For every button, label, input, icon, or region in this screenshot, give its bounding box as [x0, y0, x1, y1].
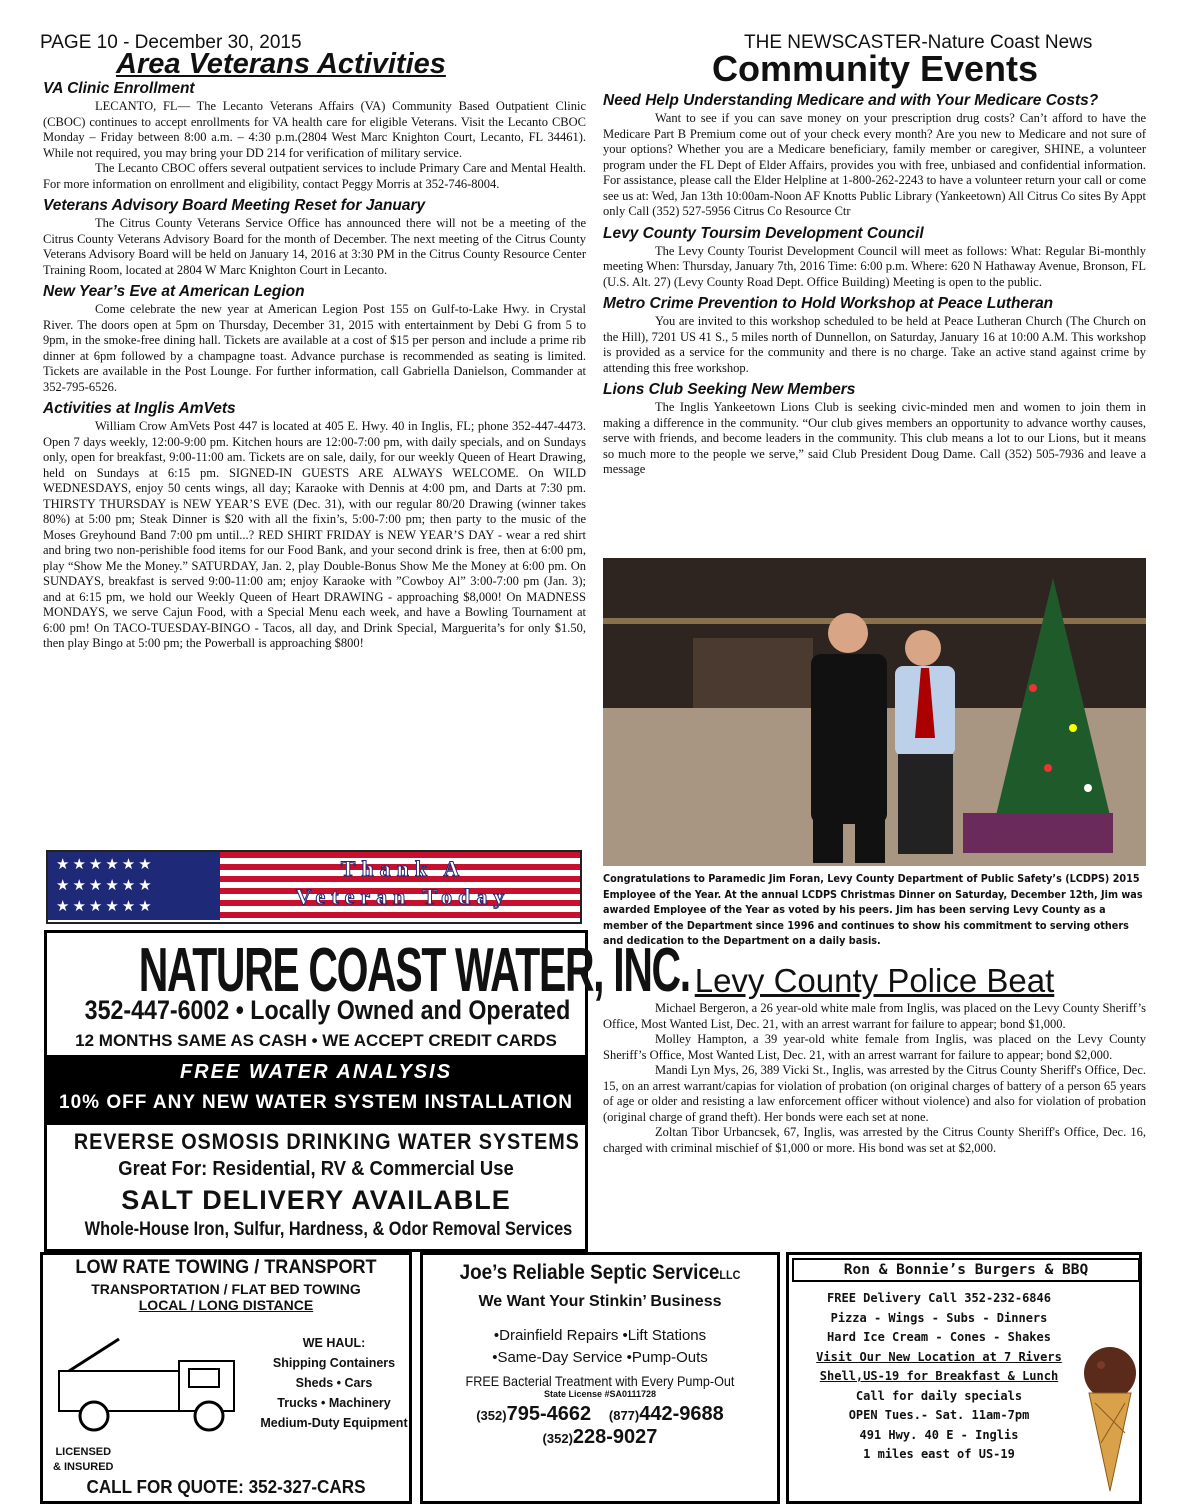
article-heading: Activities at Inglis AmVets — [43, 400, 236, 417]
article-heading: Lions Club Seeking New Members — [603, 381, 856, 398]
septic-llc: LLC — [719, 1268, 741, 1282]
veteran-text: Veteran Today — [295, 884, 511, 909]
towing-sub2: LOCAL / LONG DISTANCE — [138, 1297, 314, 1313]
page-header-right: THE NEWSCASTER-Nature Coast News — [744, 32, 1093, 53]
haul-item: Sheds • Cars — [295, 1376, 373, 1390]
star-row: ★★★★★★ — [56, 899, 155, 915]
police-beat-title: Levy County Police Beat — [694, 962, 1055, 999]
article-heading: New Year’s Eve at American Legion — [43, 283, 305, 300]
septic-company: Joe’s Reliable Septic Service — [459, 1261, 720, 1284]
burger-line: Shell,US-19 for Breakfast & Lunch — [819, 1369, 1059, 1383]
police-item: Zoltan Tibor Urbancsek, 67, Inglis, was arrested by the Citrus County Sheriff's Office, Dec. 16, charged with criminal mischief of $1,000 or more. His bond was set at $2,000. — [603, 1125, 1146, 1155]
article — [603, 381, 1146, 478]
photo-caption: Congratulations to Paramedic Jim Foran, Levy County Department of Public Safety’s (LCDPS) 2015 Employee of the Year. At the annual LCDPS Christmas Dinner on Saturday, December 12th, Jim was awarded Employee of the Year as voted by his peers. Jim has been serving Levy County as a member of the Department since 1996 and continues to show his commitment to serving others and dedication to the Department on a daily basis. — [603, 873, 1143, 947]
burger-title: Ron & Bonnie’s Burgers & BBQ — [792, 1258, 1140, 1282]
burger-line: OPEN Tues.- Sat. 11am-7pm — [848, 1408, 1030, 1422]
article-heading: Metro Crime Prevention to Hold Workshop at Peace Lutheran — [603, 295, 1054, 312]
water-terms: 12 MONTHS SAME AS CASH • WE ACCEPT CREDIT CARDS — [75, 1031, 557, 1050]
phone-area: (352) — [476, 1408, 507, 1423]
water-whole-house: Whole-House Iron, Sulfur, Hardness, & Odor Removal Services — [84, 1219, 573, 1240]
police-item: Michael Bergeron, a 26 year-old white male from Inglis, was placed on the Levy County Sheriff’s Office, Most Wanted List, Dec. 21, with an arrest warrant for failure to appear; bond $1,000. — [603, 1001, 1146, 1031]
water-great-for: Great For: Residential, RV & Commercial Use — [118, 1158, 514, 1180]
towing-call: CALL FOR QUOTE: 352-327-CARS — [86, 1477, 366, 1497]
thank-text: Thank A — [340, 856, 466, 881]
article — [603, 225, 1146, 291]
septic-ad — [420, 1252, 780, 1504]
article-paragraph: The Inglis Yankeetown Lions Club is seeking civic-minded men and women to join them in making a difference in the community. “Our club gives members an opportunity to advance worthy causes, serve with friends, and become leaders in the community. This club means a lot to our Lions, but it means so much more to the people we serve,” said Club President Doug Dame. Call (352) 505-7936 and leave a message — [603, 400, 1146, 476]
article-heading: VA Clinic Enrollment — [43, 80, 195, 97]
community-events-title: Community Events — [712, 48, 1039, 89]
photo-illustration — [603, 558, 1146, 866]
water-free-analysis: FREE WATER ANALYSIS — [179, 1061, 453, 1083]
phone-number: 228-9027 — [572, 1426, 658, 1448]
burger-line: Visit Our New Location at 7 Rivers — [816, 1349, 1062, 1364]
article — [603, 295, 1146, 376]
burger-line: Pizza - Wings - Subs - Dinners — [830, 1310, 1048, 1325]
septic-free: FREE Bacterial Treatment with Every Pump-Out — [465, 1373, 735, 1389]
water-discount: 10% OFF ANY NEW WATER SYSTEM INSTALLATION — [59, 1092, 573, 1113]
septic-services-2: •Same-Day Service •Pump-Outs — [492, 1349, 708, 1366]
area-veterans-title: Area Veterans Activities — [116, 48, 446, 80]
water-ro: REVERSE OSMOSIS DRINKING WATER SYSTEMS — [73, 1129, 580, 1154]
septic-services-1: •Drainfield Repairs •Lift Stations — [493, 1327, 707, 1344]
article-paragraph: The Lecanto CBOC offers several outpatient services to include Primary Care and Mental Health. For more information on enrollment and eligibility, contact Peggy Morris at 352-746-8004. — [43, 161, 586, 191]
burger-line: 1 miles east of US-19 — [863, 1447, 1015, 1461]
phone-area: (877) — [608, 1408, 640, 1423]
phone-number: 795-4662 — [506, 1403, 592, 1425]
star-row: ★★★★★★ — [56, 878, 155, 894]
phone-area: (352) — [542, 1431, 573, 1446]
insured-text: & INSURED — [53, 1461, 114, 1473]
septic-slogan: We Want Your Stinkin’ Business — [478, 1293, 722, 1310]
septic-phones — [423, 1403, 777, 1426]
ice-cream-cone-icon — [1081, 1343, 1139, 1493]
water-black-band — [47, 1055, 585, 1125]
towing-ad — [40, 1252, 412, 1504]
right-column — [603, 92, 1146, 483]
article — [43, 197, 586, 278]
award-photo — [603, 558, 1146, 866]
police-item: Mandi Lyn Mys, 26, 389 Vicki St., Inglis, was arrested by the Citrus County Sheriff's Office, Dec. 15, on an arrest warrant/capias for violation of probation (on original charges of battery of a person 65 years of age or older and resisting a law enforcement officer without violence) and also for violation of probation (original charge of grand theft). Her bonds were each set at none. — [603, 1063, 1146, 1124]
police-item: Molley Hampton, a 39 year-old white female from Inglis, was placed on the Levy County Sheriff’s Office, Most Wanted List, Dec. 21, with an arrest warrant for failure to appear; bond $2,000. — [603, 1032, 1146, 1062]
article-paragraph: The Citrus County Veterans Service Office has announced there will not be a meeting of the Citrus County Veterans Advisory Board for the month of December. The next meeting of the Citrus County Veterans Advisory Board will be held on January 14, 2016 at 3:30 PM in the Citrus County Resource Center Training Room, located at 2804 W Marc Knighton Court in Lecanto. — [43, 216, 586, 277]
article — [43, 283, 586, 395]
towing-sub1: TRANSPORTATION / FLAT BED TOWING — [91, 1281, 361, 1297]
burger-line: Call for daily specials — [855, 1388, 1023, 1403]
article-paragraph: Come celebrate the new year at American Legion Post 155 on Gulf-to-Lake Hwy. in Crystal River. The doors open at 5pm on Thursday, December 31, 2015 with entertainment by Debi G from 5 to 9pm, in the smoke-free dining hall. Tickets are available at a cost of $15 per person and include a prime rib dinner at 6pm followed by a champagne toast. Advance purchase is recommended as seating is limited. Tickets are available in the Post Lounge. For further information, call Gabriella Danielson, Commander at 352-795-6526. — [43, 302, 586, 394]
haul-item: Medium-Duty Equipment — [260, 1416, 408, 1430]
burger-line: FREE Delivery Call 352-232-6846 — [827, 1291, 1051, 1305]
burger-ad — [786, 1252, 1142, 1504]
flag-stars — [48, 852, 220, 920]
septic-license: State License #SA0111728 — [543, 1389, 657, 1399]
article-paragraph: LECANTO, FL— The Lecanto Veterans Affairs (VA) Community Based Outpatient Clinic (CBOC) continues to accept enrollments for VA health care for eligible Veterans. Visit the Lecanto CBOC Monday – Friday between 8:00 a.m. – 4:30 p.m.(2804 West Marc Knighton Court, Lecanto, FL 34461). While not required, you may bring your DD 214 for verification of military service. — [43, 99, 586, 160]
haul-item: Shipping Containers — [272, 1356, 396, 1370]
towing-haul-list — [259, 1333, 409, 1433]
police-beat-body — [603, 1001, 1146, 1156]
septic-name — [441, 1261, 760, 1285]
nature-coast-water-ad — [44, 930, 690, 1252]
page-header-left: PAGE 10 - December 30, 2015 — [40, 32, 302, 53]
article — [603, 92, 1146, 220]
water-company-name: NATURE COAST WATER, INC. — [138, 936, 690, 1005]
septic-phone-3 — [423, 1426, 777, 1449]
burger-lines — [789, 1289, 1089, 1465]
licensed-text: LICENSED — [55, 1446, 112, 1458]
burger-line: 491 Hwy. 40 E - Inglis — [859, 1427, 1019, 1442]
article-paragraph: You are invited to this workshop scheduled to be held at Peace Lutheran Church (The Church on the Hill), 7201 US 41 S., 5 miles north of Dunnellon, on Saturday, January 16 at 10:00 A.M. This workshop is provided as a service for the community and there is no charge. Take an active stand against crime by attending this free workshop. — [603, 314, 1146, 375]
we-haul-label: WE HAUL: — [302, 1336, 366, 1350]
star-row: ★★★★★★ — [56, 857, 155, 873]
article-paragraph: William Crow AmVets Post 447 is located at 405 E. Hwy. 40 in Inglis, FL; phone 352-447-4473. Open 7 days weekly, 12:00-9:00 pm. Kitchen hours are 12:00-7:00 pm, with daily specials, and on Sundays only, open for breakfast, 9:00-11:00 am. Tickets are on sale, daily, for our weekly Queen of Heart Drawing, held on Sundays at 6:15 pm. SIGNED-IN GUESTS ARE ALWAYS WELCOME. On WILD WEDNESDAYS, enjoy 50 cents wings, all day; Karaoke with Dennis at 4:00 pm, and Darts at 7:30 pm. THIRSTY THURSDAY is NEW YEAR’S EVE (Dec. 31), with our regular 80/20 Drawing (winner takes 80%) at 5:00 pm; Steak Dinner is $20 with all the fixin’s, 5:00-7:00 pm; then party to the music of the Moses Greyhound Band 7:00 pm until...? RED SHIRT FRIDAY is NEW YEAR’S DAY - wear a red shirt and bring two non-perishible food items for our Food Bank, and your second drink is free, then at 6:00 pm, play “Show Me the Money.” SATURDAY, Jan. 2, play Double-Bonus Show Me the Money at 6:00 pm. On SUNDAYS, breakfast is served 9:00-11:00 am; enjoy Karaoke with ”Cowboy Al” 3:00-7:00 pm (Jan. 3); and at 6:15 pm, we hold our Weekly Queen of Heart DRAWING - approaching $8,000! On MADNESS MONDAYS, we serve Cajun Food, with a Special Menu each week, and have a Bowling Tournament at 6:00 pm! On TACO-TUESDAY-BINGO - Tacos, all day, and Drink Special, Marguerita’s for only $1.50, then play Bingo at 5:00 pm; the Powerball is approaching $800! — [43, 419, 586, 650]
thank-veteran-ad — [46, 850, 582, 924]
phone-number: 442-9688 — [639, 1403, 724, 1425]
article — [43, 400, 586, 652]
haul-item: Trucks • Machinery — [277, 1396, 391, 1410]
towing-licensed — [53, 1445, 114, 1475]
towing-title: LOW RATE TOWING / TRANSPORT — [75, 1257, 377, 1278]
left-column — [43, 80, 586, 657]
article-paragraph: Want to see if you can save money on your prescription drug costs? Can’t afford to have the Medicare Part B Premium come out of your check every month? Are you new to Medicare and not sure of your options? Whether you are a Medicare beneficiary, family member or caregiver, SHINE, a volunteer program under the FL Dept of Elder Affairs, provides you with free, unbiased and confidential information. For assistance, please call the Elder Helpline at 1-800-262-2243 to have a volunteer return your call or come see us at: Wed, Jan 13th 10:00am-Noon AF Knotts Public Library (Yankeetown) All Citrus Co sites By Appt only Call (352) 527-5956 Citrus Co Resource Ctr — [603, 111, 1146, 218]
article-heading: Veterans Advisory Board Meeting Reset for January — [43, 197, 426, 214]
article-heading: Need Help Understanding Medicare and with Your Medicare Costs? — [603, 92, 1099, 109]
water-salt: SALT DELIVERY AVAILABLE — [121, 1185, 511, 1215]
article-heading: Levy County Toursim Development Council — [603, 224, 924, 242]
article — [43, 80, 586, 192]
article-paragraph: The Levy County Tourist Development Council will meet as follows: What: Regular Bi-monthly meeting When: Thursday, January 7th, 2016 Time: 6:00 p.m. Where: 620 N Hathaway Avenue, Bronson, FL (U.S. Alt. 27) (Levy County Road Dept. Office Building) Meeting is open to the public. — [603, 243, 1146, 289]
water-phone: 352-447-6002 • Locally Owned and Operated — [84, 995, 571, 1025]
burger-line: Hard Ice Cream - Cones - Shakes — [827, 1330, 1051, 1344]
tow-truck-icon — [49, 1331, 249, 1441]
